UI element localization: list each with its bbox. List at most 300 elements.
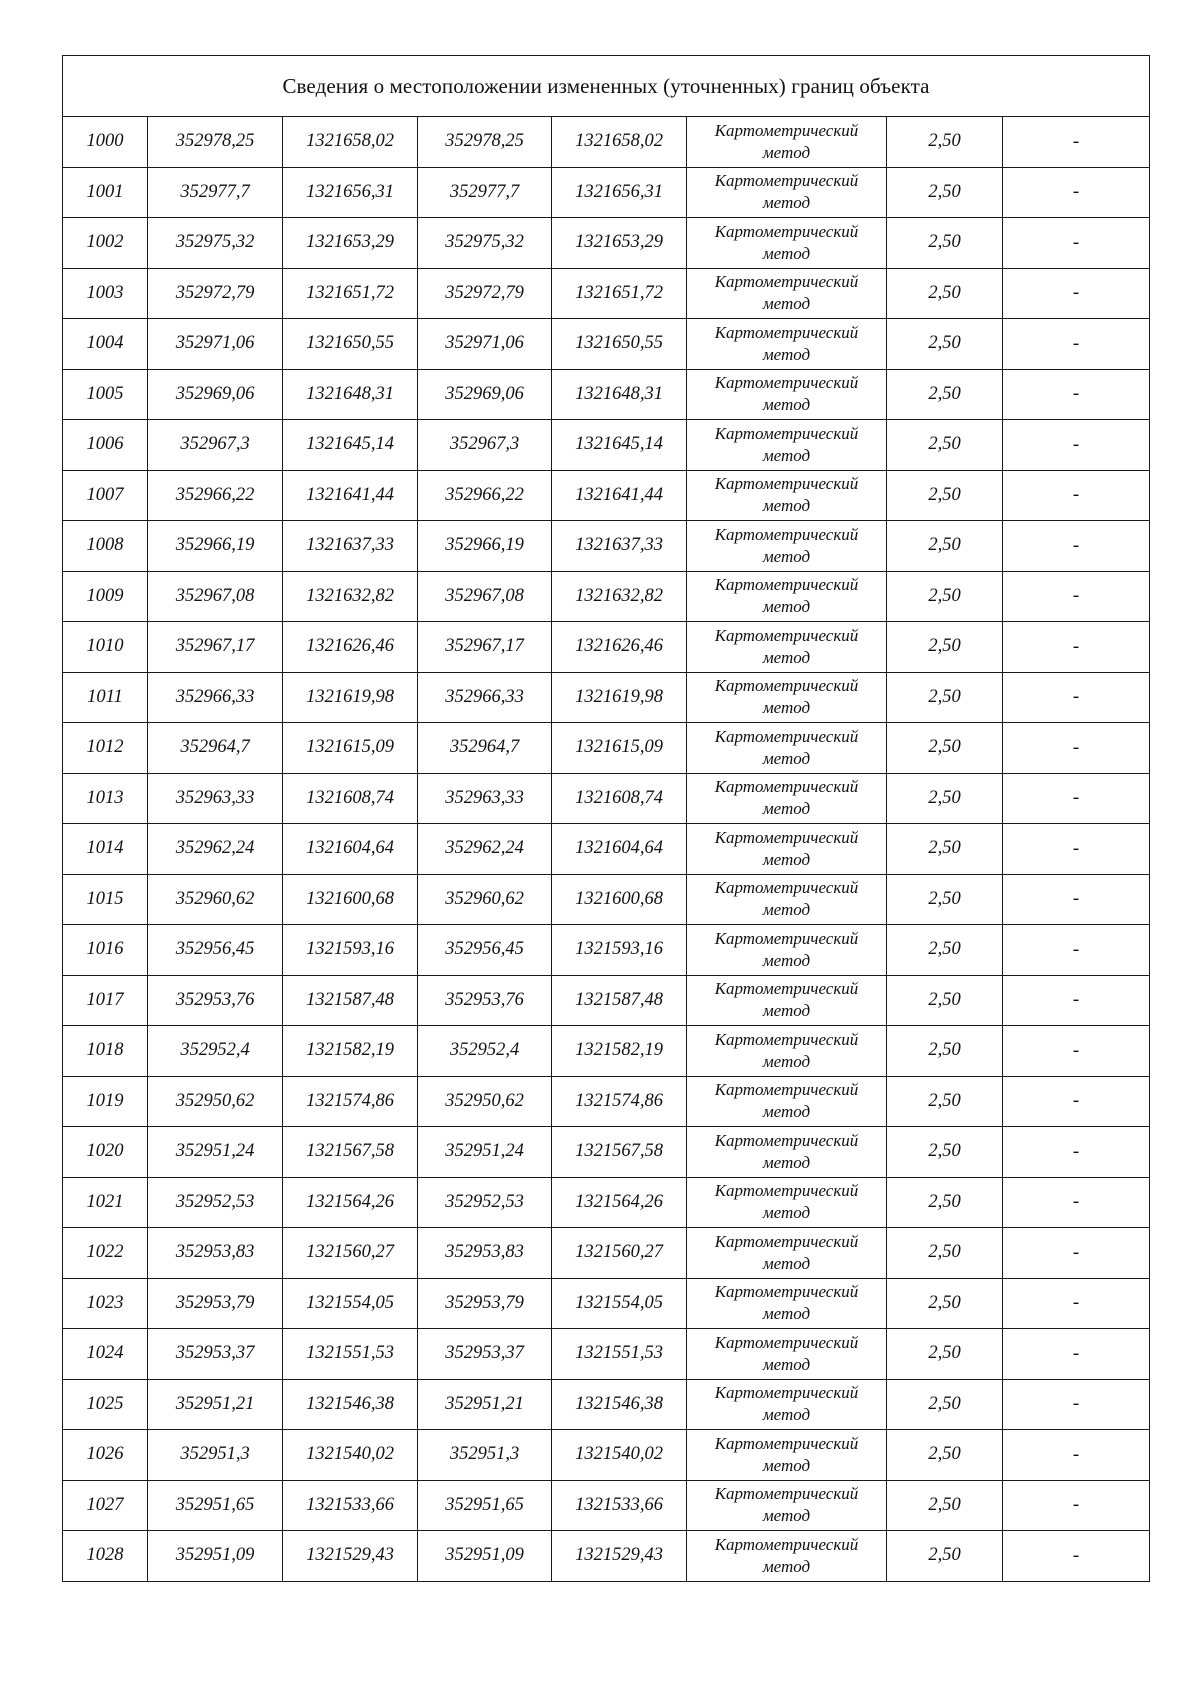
existing-y-coordinate-cell: 1321653,29: [283, 218, 418, 269]
refined-x-coordinate-cell: 352966,33: [418, 672, 552, 723]
refined-y-coordinate-cell: 1321641,44: [552, 470, 687, 521]
accuracy-cell: 2,50: [887, 117, 1003, 168]
table-row: [63, 975, 1150, 1026]
description-cell: -: [1003, 723, 1150, 774]
description-cell: -: [1003, 975, 1150, 1026]
description-cell: -: [1003, 672, 1150, 723]
method-line-2: метод: [762, 344, 811, 364]
existing-x-coordinate-cell: 352967,17: [148, 622, 283, 673]
description-cell: -: [1003, 1531, 1150, 1582]
point-number-cell: 1028: [63, 1531, 148, 1582]
existing-x-coordinate-cell: 352964,7: [148, 723, 283, 774]
existing-y-coordinate-cell: 1321564,26: [283, 1177, 418, 1228]
description-cell: -: [1003, 117, 1150, 168]
determination-method-cell: [687, 975, 887, 1026]
accuracy-cell: 2,50: [887, 1076, 1003, 1127]
accuracy-cell: 2,50: [887, 773, 1003, 824]
accuracy-cell: 2,50: [887, 1531, 1003, 1582]
method-line-2: метод: [762, 900, 811, 920]
refined-y-coordinate-cell: 1321593,16: [552, 925, 687, 976]
method-line-1: Картометрический: [714, 120, 859, 140]
table-row: [63, 1329, 1150, 1380]
existing-y-coordinate-cell: 1321529,43: [283, 1531, 418, 1582]
existing-y-coordinate-cell: 1321567,58: [283, 1127, 418, 1178]
method-line-1: Картометрический: [714, 1383, 859, 1403]
description-cell: -: [1003, 218, 1150, 269]
refined-y-coordinate-cell: 1321600,68: [552, 874, 687, 925]
refined-y-coordinate-cell: 1321650,55: [552, 319, 687, 370]
point-number-cell: 1009: [63, 571, 148, 622]
accuracy-cell: 2,50: [887, 1228, 1003, 1279]
accuracy-cell: 2,50: [887, 319, 1003, 370]
determination-method-cell: [687, 218, 887, 269]
method-line-2: метод: [762, 1253, 811, 1273]
table-row: [63, 117, 1150, 168]
description-cell: -: [1003, 167, 1150, 218]
table-row: [63, 723, 1150, 774]
accuracy-cell: 2,50: [887, 1329, 1003, 1380]
accuracy-cell: 2,50: [887, 521, 1003, 572]
method-line-2: метод: [762, 395, 811, 415]
method-line-2: метод: [762, 597, 811, 617]
table-title-row: [63, 56, 1150, 117]
method-line-2: метод: [762, 1001, 811, 1021]
refined-y-coordinate-cell: 1321651,72: [552, 268, 687, 319]
determination-method-cell: [687, 1379, 887, 1430]
description-cell: -: [1003, 268, 1150, 319]
refined-x-coordinate-cell: 352972,79: [418, 268, 552, 319]
refined-y-coordinate-cell: 1321587,48: [552, 975, 687, 1026]
refined-y-coordinate-cell: 1321615,09: [552, 723, 687, 774]
existing-y-coordinate-cell: 1321632,82: [283, 571, 418, 622]
refined-y-coordinate-cell: 1321564,26: [552, 1177, 687, 1228]
description-cell: -: [1003, 319, 1150, 370]
refined-x-coordinate-cell: 352975,32: [418, 218, 552, 269]
method-line-1: Картометрический: [714, 221, 859, 241]
point-number-cell: 1027: [63, 1480, 148, 1531]
existing-y-coordinate-cell: 1321637,33: [283, 521, 418, 572]
accuracy-cell: 2,50: [887, 824, 1003, 875]
method-line-1: Картометрический: [714, 373, 859, 393]
accuracy-cell: 2,50: [887, 1278, 1003, 1329]
description-cell: -: [1003, 1329, 1150, 1380]
table-row: [63, 1177, 1150, 1228]
existing-y-coordinate-cell: 1321619,98: [283, 672, 418, 723]
point-number-cell: 1005: [63, 369, 148, 420]
method-line-2: метод: [762, 748, 811, 768]
refined-y-coordinate-cell: 1321626,46: [552, 622, 687, 673]
accuracy-cell: 2,50: [887, 167, 1003, 218]
description-cell: -: [1003, 874, 1150, 925]
existing-x-coordinate-cell: 352971,06: [148, 319, 283, 370]
existing-y-coordinate-cell: 1321554,05: [283, 1278, 418, 1329]
refined-x-coordinate-cell: 352967,08: [418, 571, 552, 622]
existing-y-coordinate-cell: 1321626,46: [283, 622, 418, 673]
existing-x-coordinate-cell: 352969,06: [148, 369, 283, 420]
determination-method-cell: [687, 1278, 887, 1329]
refined-y-coordinate-cell: 1321637,33: [552, 521, 687, 572]
existing-y-coordinate-cell: 1321551,53: [283, 1329, 418, 1380]
table-row: [63, 1026, 1150, 1077]
table-row: [63, 218, 1150, 269]
accuracy-cell: 2,50: [887, 1480, 1003, 1531]
method-line-2: метод: [762, 294, 811, 314]
accuracy-cell: 2,50: [887, 925, 1003, 976]
accuracy-cell: 2,50: [887, 874, 1003, 925]
table-row: [63, 824, 1150, 875]
existing-x-coordinate-cell: 352950,62: [148, 1076, 283, 1127]
existing-x-coordinate-cell: 352966,22: [148, 470, 283, 521]
determination-method-cell: [687, 622, 887, 673]
point-number-cell: 1000: [63, 117, 148, 168]
method-line-2: метод: [762, 799, 811, 819]
method-line-1: Картометрический: [714, 1130, 859, 1150]
refined-y-coordinate-cell: 1321551,53: [552, 1329, 687, 1380]
refined-y-coordinate-cell: 1321658,02: [552, 117, 687, 168]
table-row: [63, 925, 1150, 976]
description-cell: -: [1003, 1076, 1150, 1127]
existing-y-coordinate-cell: 1321651,72: [283, 268, 418, 319]
description-cell: -: [1003, 470, 1150, 521]
existing-y-coordinate-cell: 1321582,19: [283, 1026, 418, 1077]
point-number-cell: 1001: [63, 167, 148, 218]
table-row: [63, 319, 1150, 370]
refined-y-coordinate-cell: 1321619,98: [552, 672, 687, 723]
accuracy-cell: 2,50: [887, 218, 1003, 269]
existing-x-coordinate-cell: 352960,62: [148, 874, 283, 925]
existing-x-coordinate-cell: 352967,08: [148, 571, 283, 622]
determination-method-cell: [687, 1177, 887, 1228]
determination-method-cell: [687, 521, 887, 572]
existing-x-coordinate-cell: 352951,65: [148, 1480, 283, 1531]
refined-y-coordinate-cell: 1321582,19: [552, 1026, 687, 1077]
determination-method-cell: [687, 167, 887, 218]
accuracy-cell: 2,50: [887, 1379, 1003, 1430]
method-line-2: метод: [762, 1203, 811, 1223]
method-line-2: метод: [762, 1405, 811, 1425]
accuracy-cell: 2,50: [887, 470, 1003, 521]
existing-x-coordinate-cell: 352953,76: [148, 975, 283, 1026]
description-cell: -: [1003, 1278, 1150, 1329]
refined-x-coordinate-cell: 352960,62: [418, 874, 552, 925]
point-number-cell: 1013: [63, 773, 148, 824]
description-cell: -: [1003, 622, 1150, 673]
method-line-1: Картометрический: [714, 827, 859, 847]
determination-method-cell: [687, 1076, 887, 1127]
existing-x-coordinate-cell: 352951,21: [148, 1379, 283, 1430]
description-cell: -: [1003, 1177, 1150, 1228]
determination-method-cell: [687, 1480, 887, 1531]
refined-x-coordinate-cell: 352951,09: [418, 1531, 552, 1582]
table-row: [63, 1531, 1150, 1582]
description-cell: -: [1003, 571, 1150, 622]
determination-method-cell: [687, 268, 887, 319]
existing-y-coordinate-cell: 1321641,44: [283, 470, 418, 521]
point-number-cell: 1022: [63, 1228, 148, 1279]
description-cell: -: [1003, 1379, 1150, 1430]
existing-y-coordinate-cell: 1321574,86: [283, 1076, 418, 1127]
refined-x-coordinate-cell: 352969,06: [418, 369, 552, 420]
refined-x-coordinate-cell: 352951,65: [418, 1480, 552, 1531]
determination-method-cell: [687, 1127, 887, 1178]
table-body: [63, 56, 1150, 1582]
method-line-2: метод: [762, 243, 811, 263]
existing-y-coordinate-cell: 1321546,38: [283, 1379, 418, 1430]
method-line-1: Картометрический: [714, 1534, 859, 1554]
existing-x-coordinate-cell: 352951,24: [148, 1127, 283, 1178]
table-row: [63, 1127, 1150, 1178]
determination-method-cell: [687, 369, 887, 420]
point-number-cell: 1015: [63, 874, 148, 925]
refined-x-coordinate-cell: 352953,76: [418, 975, 552, 1026]
method-line-2: метод: [762, 496, 811, 516]
table-row: [63, 874, 1150, 925]
table-row: [63, 268, 1150, 319]
existing-y-coordinate-cell: 1321560,27: [283, 1228, 418, 1279]
existing-x-coordinate-cell: 352951,3: [148, 1430, 283, 1481]
method-line-2: метод: [762, 849, 811, 869]
method-line-1: Картометрический: [714, 524, 859, 544]
accuracy-cell: 2,50: [887, 975, 1003, 1026]
point-number-cell: 1002: [63, 218, 148, 269]
accuracy-cell: 2,50: [887, 571, 1003, 622]
existing-y-coordinate-cell: 1321650,55: [283, 319, 418, 370]
existing-y-coordinate-cell: 1321608,74: [283, 773, 418, 824]
determination-method-cell: [687, 1026, 887, 1077]
method-line-1: Картометрический: [714, 1433, 859, 1453]
refined-y-coordinate-cell: 1321608,74: [552, 773, 687, 824]
table-row: [63, 470, 1150, 521]
determination-method-cell: [687, 1531, 887, 1582]
refined-x-coordinate-cell: 352952,53: [418, 1177, 552, 1228]
existing-x-coordinate-cell: 352953,83: [148, 1228, 283, 1279]
accuracy-cell: 2,50: [887, 1177, 1003, 1228]
point-number-cell: 1014: [63, 824, 148, 875]
existing-y-coordinate-cell: 1321593,16: [283, 925, 418, 976]
table-row: [63, 1228, 1150, 1279]
refined-y-coordinate-cell: 1321645,14: [552, 420, 687, 471]
method-line-2: метод: [762, 647, 811, 667]
point-number-cell: 1020: [63, 1127, 148, 1178]
existing-y-coordinate-cell: 1321656,31: [283, 167, 418, 218]
table-row: [63, 369, 1150, 420]
refined-y-coordinate-cell: 1321540,02: [552, 1430, 687, 1481]
description-cell: -: [1003, 1127, 1150, 1178]
description-cell: -: [1003, 521, 1150, 572]
refined-y-coordinate-cell: 1321656,31: [552, 167, 687, 218]
method-line-1: Картометрический: [714, 272, 859, 292]
existing-y-coordinate-cell: 1321600,68: [283, 874, 418, 925]
table-row: [63, 1480, 1150, 1531]
existing-x-coordinate-cell: 352967,3: [148, 420, 283, 471]
point-number-cell: 1004: [63, 319, 148, 370]
description-cell: -: [1003, 1430, 1150, 1481]
refined-y-coordinate-cell: 1321567,58: [552, 1127, 687, 1178]
point-number-cell: 1011: [63, 672, 148, 723]
description-cell: -: [1003, 773, 1150, 824]
table-row: [63, 1076, 1150, 1127]
refined-x-coordinate-cell: 352953,37: [418, 1329, 552, 1380]
description-cell: -: [1003, 420, 1150, 471]
table-row: [63, 773, 1150, 824]
existing-x-coordinate-cell: 352953,37: [148, 1329, 283, 1380]
point-number-cell: 1018: [63, 1026, 148, 1077]
method-line-1: Картометрический: [714, 1484, 859, 1504]
point-number-cell: 1019: [63, 1076, 148, 1127]
determination-method-cell: [687, 1329, 887, 1380]
table-row: [63, 1430, 1150, 1481]
existing-x-coordinate-cell: 352956,45: [148, 925, 283, 976]
method-line-1: Картометрический: [714, 928, 859, 948]
point-number-cell: 1026: [63, 1430, 148, 1481]
method-line-2: метод: [762, 950, 811, 970]
determination-method-cell: [687, 319, 887, 370]
method-line-2: метод: [762, 1455, 811, 1475]
existing-x-coordinate-cell: 352962,24: [148, 824, 283, 875]
refined-x-coordinate-cell: 352978,25: [418, 117, 552, 168]
method-line-1: Картометрический: [714, 726, 859, 746]
point-number-cell: 1008: [63, 521, 148, 572]
method-line-1: Картометрический: [714, 575, 859, 595]
point-number-cell: 1025: [63, 1379, 148, 1430]
determination-method-cell: [687, 672, 887, 723]
existing-x-coordinate-cell: 352978,25: [148, 117, 283, 168]
accuracy-cell: 2,50: [887, 1430, 1003, 1481]
refined-x-coordinate-cell: 352962,24: [418, 824, 552, 875]
point-number-cell: 1021: [63, 1177, 148, 1228]
point-number-cell: 1006: [63, 420, 148, 471]
refined-x-coordinate-cell: 352963,33: [418, 773, 552, 824]
existing-x-coordinate-cell: 352951,09: [148, 1531, 283, 1582]
determination-method-cell: [687, 824, 887, 875]
existing-x-coordinate-cell: 352963,33: [148, 773, 283, 824]
existing-x-coordinate-cell: 352952,4: [148, 1026, 283, 1077]
accuracy-cell: 2,50: [887, 622, 1003, 673]
description-cell: -: [1003, 1026, 1150, 1077]
determination-method-cell: [687, 874, 887, 925]
table-row: [63, 167, 1150, 218]
method-line-1: Картометрический: [714, 1181, 859, 1201]
accuracy-cell: 2,50: [887, 420, 1003, 471]
method-line-2: метод: [762, 1152, 811, 1172]
refined-x-coordinate-cell: 352951,24: [418, 1127, 552, 1178]
existing-y-coordinate-cell: 1321615,09: [283, 723, 418, 774]
determination-method-cell: [687, 1228, 887, 1279]
table-row: [63, 571, 1150, 622]
method-line-2: метод: [762, 193, 811, 213]
table-row: [63, 1379, 1150, 1430]
method-line-2: метод: [762, 1506, 811, 1526]
boundary-coordinates-table: [62, 55, 1150, 1582]
refined-y-coordinate-cell: 1321554,05: [552, 1278, 687, 1329]
description-cell: -: [1003, 824, 1150, 875]
determination-method-cell: [687, 1430, 887, 1481]
point-number-cell: 1012: [63, 723, 148, 774]
method-line-2: метод: [762, 142, 811, 162]
method-line-1: Картометрический: [714, 423, 859, 443]
determination-method-cell: [687, 571, 887, 622]
determination-method-cell: [687, 925, 887, 976]
description-cell: -: [1003, 369, 1150, 420]
accuracy-cell: 2,50: [887, 672, 1003, 723]
refined-x-coordinate-cell: 352964,7: [418, 723, 552, 774]
table-row: [63, 521, 1150, 572]
point-number-cell: 1016: [63, 925, 148, 976]
existing-y-coordinate-cell: 1321648,31: [283, 369, 418, 420]
refined-y-coordinate-cell: 1321560,27: [552, 1228, 687, 1279]
method-line-1: Картометрический: [714, 1231, 859, 1251]
existing-y-coordinate-cell: 1321658,02: [283, 117, 418, 168]
existing-y-coordinate-cell: 1321587,48: [283, 975, 418, 1026]
existing-y-coordinate-cell: 1321533,66: [283, 1480, 418, 1531]
method-line-1: Картометрический: [714, 1029, 859, 1049]
refined-x-coordinate-cell: 352967,3: [418, 420, 552, 471]
point-number-cell: 1007: [63, 470, 148, 521]
refined-x-coordinate-cell: 352971,06: [418, 319, 552, 370]
method-line-2: метод: [762, 1051, 811, 1071]
refined-x-coordinate-cell: 352967,17: [418, 622, 552, 673]
table-row: [63, 672, 1150, 723]
refined-y-coordinate-cell: 1321533,66: [552, 1480, 687, 1531]
description-cell: -: [1003, 1228, 1150, 1279]
refined-x-coordinate-cell: 352953,79: [418, 1278, 552, 1329]
point-number-cell: 1010: [63, 622, 148, 673]
existing-x-coordinate-cell: 352972,79: [148, 268, 283, 319]
method-line-2: метод: [762, 698, 811, 718]
point-number-cell: 1023: [63, 1278, 148, 1329]
determination-method-cell: [687, 420, 887, 471]
refined-x-coordinate-cell: 352953,83: [418, 1228, 552, 1279]
refined-y-coordinate-cell: 1321632,82: [552, 571, 687, 622]
existing-y-coordinate-cell: 1321604,64: [283, 824, 418, 875]
description-cell: -: [1003, 925, 1150, 976]
accuracy-cell: 2,50: [887, 1026, 1003, 1077]
point-number-cell: 1024: [63, 1329, 148, 1380]
refined-x-coordinate-cell: 352966,19: [418, 521, 552, 572]
determination-method-cell: [687, 117, 887, 168]
refined-x-coordinate-cell: 352951,21: [418, 1379, 552, 1430]
determination-method-cell: [687, 773, 887, 824]
refined-x-coordinate-cell: 352952,4: [418, 1026, 552, 1077]
refined-x-coordinate-cell: 352956,45: [418, 925, 552, 976]
point-number-cell: 1017: [63, 975, 148, 1026]
method-line-2: метод: [762, 1102, 811, 1122]
existing-x-coordinate-cell: 352966,33: [148, 672, 283, 723]
refined-y-coordinate-cell: 1321574,86: [552, 1076, 687, 1127]
method-line-1: Картометрический: [714, 1282, 859, 1302]
table-row: [63, 1278, 1150, 1329]
method-line-1: Картометрический: [714, 878, 859, 898]
accuracy-cell: 2,50: [887, 268, 1003, 319]
method-line-2: метод: [762, 1556, 811, 1576]
existing-x-coordinate-cell: 352975,32: [148, 218, 283, 269]
method-line-1: Картометрический: [714, 1080, 859, 1100]
existing-y-coordinate-cell: 1321540,02: [283, 1430, 418, 1481]
method-line-2: метод: [762, 445, 811, 465]
refined-y-coordinate-cell: 1321648,31: [552, 369, 687, 420]
refined-y-coordinate-cell: 1321604,64: [552, 824, 687, 875]
existing-x-coordinate-cell: 352977,7: [148, 167, 283, 218]
existing-x-coordinate-cell: 352952,53: [148, 1177, 283, 1228]
method-line-2: метод: [762, 546, 811, 566]
method-line-1: Картометрический: [714, 676, 859, 696]
method-line-1: Картометрический: [714, 322, 859, 342]
refined-x-coordinate-cell: 352951,3: [418, 1430, 552, 1481]
description-cell: -: [1003, 1480, 1150, 1531]
accuracy-cell: 2,50: [887, 723, 1003, 774]
method-line-1: Картометрический: [714, 474, 859, 494]
table-row: [63, 622, 1150, 673]
